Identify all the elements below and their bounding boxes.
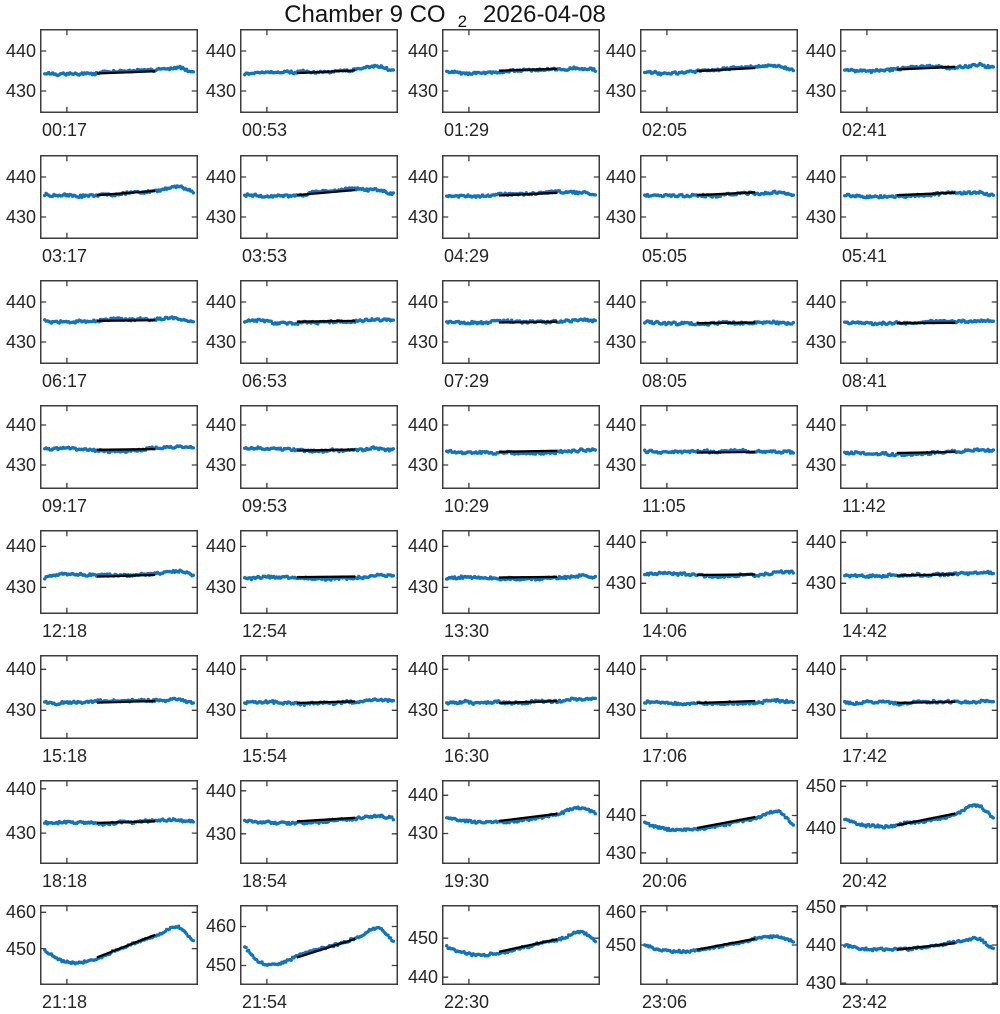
y-tick-label: 450 bbox=[5, 938, 36, 959]
figure-title bbox=[0, 1, 945, 32]
y-tick-label: 430 bbox=[5, 577, 36, 598]
time-label: 08:05 bbox=[642, 371, 688, 391]
y-tick-label: 430 bbox=[5, 207, 36, 227]
panel-13-30 bbox=[407, 530, 600, 641]
y-tick-label: 440 bbox=[407, 415, 438, 435]
panel-15-54 bbox=[205, 655, 398, 766]
y-tick-label: 430 bbox=[605, 455, 636, 475]
y-tick-label: 430 bbox=[805, 81, 836, 101]
plot-area bbox=[240, 280, 398, 364]
panel-00-17 bbox=[5, 29, 198, 140]
time-label: 18:18 bbox=[42, 871, 88, 891]
plot-box bbox=[841, 906, 998, 985]
panel-20-06 bbox=[605, 780, 798, 891]
plot-box bbox=[41, 906, 198, 985]
panel-08-41 bbox=[805, 280, 998, 391]
time-label: 23:42 bbox=[842, 992, 888, 1012]
plot-box bbox=[443, 406, 600, 489]
y-tick-label: 430 bbox=[407, 332, 438, 352]
plot-area bbox=[640, 905, 798, 985]
time-label: 05:41 bbox=[842, 246, 888, 266]
time-label: 22:30 bbox=[444, 992, 490, 1012]
plot-area bbox=[640, 29, 798, 113]
trend-line bbox=[697, 574, 755, 575]
y-tick-label: 440 bbox=[605, 532, 636, 553]
y-tick-label: 430 bbox=[605, 207, 636, 227]
y-tick-label: 440 bbox=[805, 532, 836, 553]
panel-16-30 bbox=[407, 655, 600, 766]
trend-line bbox=[897, 702, 955, 703]
time-label: 21:18 bbox=[42, 992, 88, 1012]
panel-02-41 bbox=[805, 29, 998, 140]
y-tick-label: 430 bbox=[407, 455, 438, 475]
time-label: 09:17 bbox=[42, 496, 88, 516]
y-tick-label: 440 bbox=[407, 292, 438, 312]
tick-marks bbox=[443, 906, 599, 984]
time-label: 14:42 bbox=[842, 621, 888, 641]
plot-area bbox=[240, 780, 398, 864]
panel-21-18 bbox=[5, 902, 198, 1012]
y-tick-label: 440 bbox=[605, 292, 636, 312]
trend-line bbox=[499, 939, 557, 952]
y-tick-label: 440 bbox=[205, 536, 236, 557]
scatter-series bbox=[445, 930, 597, 958]
y-tick-label: 440 bbox=[805, 292, 836, 312]
y-tick-label: 430 bbox=[205, 207, 236, 227]
time-label: 05:05 bbox=[642, 246, 688, 266]
y-tick-label: 440 bbox=[407, 785, 438, 806]
y-tick-label: 440 bbox=[805, 415, 836, 435]
scatter-series bbox=[843, 936, 995, 953]
panel-12-54 bbox=[205, 530, 398, 641]
panel-12-18 bbox=[5, 530, 198, 641]
y-tick-label: 440 bbox=[205, 415, 236, 435]
plot-area bbox=[640, 780, 798, 864]
panel-08-05 bbox=[605, 280, 798, 391]
y-tick-label: 430 bbox=[605, 81, 636, 101]
y-tick-label: 440 bbox=[5, 536, 36, 557]
time-label: 17:42 bbox=[842, 746, 888, 766]
y-tick-label: 430 bbox=[605, 332, 636, 352]
time-label: 03:17 bbox=[42, 246, 88, 266]
y-tick-label: 430 bbox=[407, 823, 438, 844]
y-tick-label: 460 bbox=[5, 902, 36, 923]
y-tick-label: 430 bbox=[407, 207, 438, 227]
panel-21-54 bbox=[205, 905, 398, 1012]
plot-area bbox=[40, 155, 198, 239]
plot-area bbox=[240, 155, 398, 239]
tick-marks bbox=[641, 656, 797, 738]
y-tick-label: 430 bbox=[407, 700, 438, 721]
scatter-series bbox=[445, 805, 597, 824]
trend-line bbox=[97, 701, 155, 703]
trend-line bbox=[297, 577, 355, 578]
panel-03-17 bbox=[5, 155, 198, 266]
y-tick-label: 450 bbox=[205, 955, 236, 976]
trend-line bbox=[499, 451, 557, 452]
y-tick-label: 430 bbox=[5, 700, 36, 721]
panel-14-06 bbox=[605, 530, 798, 641]
y-tick-label: 430 bbox=[605, 573, 636, 594]
y-tick-label: 440 bbox=[605, 805, 636, 826]
plot-area bbox=[840, 280, 998, 364]
scatter-series bbox=[43, 184, 195, 199]
trend-line bbox=[297, 939, 355, 958]
scatter-series bbox=[243, 926, 395, 967]
plot-area bbox=[442, 29, 600, 113]
y-tick-label: 450 bbox=[407, 928, 438, 949]
y-tick-label: 440 bbox=[5, 167, 36, 187]
y-tick-label: 430 bbox=[205, 823, 236, 844]
time-label: 20:42 bbox=[842, 871, 888, 891]
y-tick-label: 440 bbox=[407, 167, 438, 187]
y-tick-label: 430 bbox=[805, 573, 836, 594]
panel-02-05 bbox=[605, 29, 798, 140]
plot-box bbox=[841, 406, 998, 489]
time-label: 14:06 bbox=[642, 621, 688, 641]
y-tick-label: 430 bbox=[805, 332, 836, 352]
y-tick-label: 440 bbox=[407, 536, 438, 557]
panel-18-18 bbox=[5, 778, 198, 891]
plot-area bbox=[640, 530, 798, 614]
panel-11-05 bbox=[605, 405, 798, 516]
scatter-series bbox=[643, 934, 795, 954]
y-tick-label: 430 bbox=[805, 973, 836, 994]
plot-box bbox=[41, 156, 198, 239]
plot-area bbox=[840, 655, 998, 739]
y-tick-label: 440 bbox=[5, 659, 36, 680]
tick-marks bbox=[443, 406, 599, 488]
plot-area bbox=[40, 280, 198, 364]
scatter-series bbox=[643, 809, 795, 832]
time-label: 03:53 bbox=[242, 246, 288, 266]
y-tick-label: 440 bbox=[605, 167, 636, 187]
y-tick-label: 430 bbox=[805, 207, 836, 227]
y-tick-label: 440 bbox=[205, 41, 236, 61]
plot-box bbox=[241, 531, 398, 614]
panel-07-29 bbox=[407, 280, 600, 391]
time-label: 19:30 bbox=[444, 871, 490, 891]
y-tick-label: 440 bbox=[5, 41, 36, 61]
panel-14-42 bbox=[805, 530, 998, 641]
y-tick-label: 460 bbox=[205, 916, 236, 937]
plot-area bbox=[40, 29, 198, 113]
trend-line bbox=[499, 577, 557, 578]
trend-line bbox=[499, 322, 557, 323]
plot-area bbox=[40, 905, 198, 985]
tick-marks bbox=[841, 406, 997, 488]
plot-area bbox=[442, 530, 600, 614]
panel-03-53 bbox=[205, 155, 398, 266]
y-tick-label: 440 bbox=[805, 41, 836, 61]
panel-23-42 bbox=[805, 896, 998, 1012]
y-tick-label: 430 bbox=[5, 81, 36, 101]
plot-area bbox=[640, 155, 798, 239]
trend-line bbox=[97, 320, 155, 321]
plot-area bbox=[840, 780, 998, 864]
title-text: Chamber 9 CO bbox=[284, 1, 446, 28]
plot-area bbox=[442, 280, 600, 364]
time-label: 01:29 bbox=[444, 120, 490, 140]
plot-area bbox=[840, 530, 998, 614]
time-label: 04:29 bbox=[444, 246, 490, 266]
plot-area bbox=[240, 655, 398, 739]
time-label: 02:41 bbox=[842, 120, 888, 140]
panel-22-30 bbox=[407, 905, 600, 1012]
y-tick-label: 440 bbox=[407, 41, 438, 61]
scatter-series bbox=[243, 64, 395, 77]
trend-line bbox=[697, 452, 755, 453]
plot-area bbox=[40, 530, 198, 614]
panel-23-06 bbox=[605, 901, 798, 1012]
panel-00-53 bbox=[205, 29, 398, 140]
plot-box bbox=[841, 656, 998, 739]
plot-area bbox=[40, 405, 198, 489]
panel-11-42 bbox=[805, 405, 998, 516]
y-tick-label: 440 bbox=[805, 818, 836, 839]
y-tick-label: 430 bbox=[407, 81, 438, 101]
plot-area bbox=[640, 280, 798, 364]
y-tick-label: 440 bbox=[805, 659, 836, 680]
trend-line bbox=[897, 452, 955, 453]
y-tick-label: 430 bbox=[5, 332, 36, 352]
plot-area bbox=[840, 405, 998, 489]
y-tick-label: 430 bbox=[605, 842, 636, 863]
plot-area bbox=[442, 655, 600, 739]
panel-05-05 bbox=[605, 155, 798, 266]
y-tick-label: 440 bbox=[605, 659, 636, 680]
plot-area bbox=[240, 905, 398, 985]
tick-marks bbox=[641, 406, 797, 488]
panel-06-53 bbox=[205, 280, 398, 391]
tick-marks bbox=[641, 781, 797, 863]
plot-box bbox=[241, 906, 398, 985]
plot-area bbox=[40, 655, 198, 739]
panel-05-41 bbox=[805, 155, 998, 266]
trend-line bbox=[697, 939, 755, 950]
trend-line bbox=[97, 821, 155, 823]
y-tick-label: 450 bbox=[605, 935, 636, 955]
plot-box bbox=[241, 656, 398, 739]
plot-area bbox=[442, 405, 600, 489]
trend-line bbox=[297, 321, 355, 322]
time-label: 18:54 bbox=[242, 871, 288, 891]
y-tick-label: 430 bbox=[5, 823, 36, 844]
y-tick-label: 440 bbox=[605, 415, 636, 435]
title-subscript: 2 bbox=[457, 12, 468, 31]
y-tick-label: 440 bbox=[5, 292, 36, 312]
plot-area bbox=[240, 29, 398, 113]
plot-area bbox=[840, 29, 998, 113]
scatter-series bbox=[43, 65, 195, 77]
y-tick-label: 440 bbox=[5, 778, 36, 799]
tick-marks bbox=[41, 156, 197, 238]
scatter-series bbox=[43, 569, 195, 581]
plot-area bbox=[640, 405, 798, 489]
time-label: 09:53 bbox=[242, 496, 288, 516]
y-tick-label: 430 bbox=[605, 700, 636, 721]
time-label: 10:29 bbox=[444, 496, 490, 516]
time-label: 11:05 bbox=[642, 496, 686, 516]
plot-area bbox=[240, 530, 398, 614]
panel-01-29 bbox=[407, 29, 600, 140]
panel-18-54 bbox=[205, 780, 398, 891]
time-label: 12:18 bbox=[42, 621, 88, 641]
time-label: 20:06 bbox=[642, 871, 688, 891]
trend-line bbox=[97, 449, 155, 450]
plot-area bbox=[40, 780, 198, 864]
trend-line bbox=[897, 574, 955, 575]
trend-line bbox=[697, 323, 755, 324]
panel-10-29 bbox=[407, 405, 600, 516]
time-label: 23:06 bbox=[642, 992, 688, 1012]
tick-marks bbox=[241, 906, 397, 984]
y-tick-label: 440 bbox=[805, 167, 836, 187]
trend-line bbox=[297, 450, 355, 451]
y-tick-label: 440 bbox=[407, 659, 438, 680]
y-tick-label: 440 bbox=[205, 659, 236, 680]
y-tick-label: 440 bbox=[5, 415, 36, 435]
time-label: 12:54 bbox=[242, 621, 288, 641]
panel-17-06 bbox=[605, 655, 798, 766]
time-label: 11:42 bbox=[842, 496, 886, 516]
time-label: 13:30 bbox=[444, 621, 490, 641]
y-tick-label: 430 bbox=[205, 332, 236, 352]
tick-marks bbox=[841, 906, 997, 984]
time-label: 02:05 bbox=[642, 120, 688, 140]
trend-line bbox=[97, 935, 155, 958]
time-label: 16:30 bbox=[444, 746, 490, 766]
tick-marks bbox=[841, 656, 997, 738]
y-tick-label: 430 bbox=[205, 455, 236, 475]
y-tick-label: 430 bbox=[805, 700, 836, 721]
time-label: 06:53 bbox=[242, 371, 288, 391]
time-label: 21:54 bbox=[242, 992, 288, 1012]
panel-09-53 bbox=[205, 405, 398, 516]
plot-box bbox=[443, 531, 600, 614]
panel-04-29 bbox=[407, 155, 600, 266]
y-tick-label: 460 bbox=[605, 901, 636, 922]
y-tick-label: 440 bbox=[605, 41, 636, 61]
panel-06-17 bbox=[5, 280, 198, 391]
scatter-series bbox=[843, 803, 995, 830]
plot-box bbox=[641, 656, 798, 739]
y-tick-label: 430 bbox=[205, 577, 236, 598]
time-label: 07:29 bbox=[444, 371, 490, 391]
tick-marks bbox=[41, 906, 197, 984]
y-tick-label: 440 bbox=[805, 935, 836, 955]
panel-15-18 bbox=[5, 655, 198, 766]
y-tick-label: 440 bbox=[407, 967, 438, 988]
plot-box bbox=[641, 781, 798, 864]
panel-20-42 bbox=[805, 776, 998, 891]
time-label: 00:17 bbox=[42, 120, 88, 140]
plot-area bbox=[240, 405, 398, 489]
time-label: 08:41 bbox=[842, 371, 888, 391]
plot-area bbox=[840, 905, 998, 985]
y-tick-label: 430 bbox=[805, 455, 836, 475]
panel-09-17 bbox=[5, 405, 198, 516]
plot-box bbox=[443, 906, 600, 985]
time-label: 15:18 bbox=[42, 746, 88, 766]
y-tick-label: 450 bbox=[805, 776, 836, 797]
scatter-series bbox=[43, 925, 195, 966]
plot-box bbox=[443, 656, 600, 739]
time-label: 06:17 bbox=[42, 371, 88, 391]
y-tick-label: 430 bbox=[205, 81, 236, 101]
trend-line bbox=[297, 701, 355, 703]
plot-area bbox=[442, 155, 600, 239]
plot-box bbox=[641, 406, 798, 489]
y-tick-label: 430 bbox=[205, 700, 236, 721]
time-label: 17:06 bbox=[642, 746, 688, 766]
plot-area bbox=[840, 155, 998, 239]
time-label: 15:54 bbox=[242, 746, 288, 766]
tick-marks bbox=[443, 531, 599, 613]
y-tick-label: 440 bbox=[205, 780, 236, 801]
plot-area bbox=[442, 780, 600, 864]
panel-17-42 bbox=[805, 655, 998, 766]
panel-19-30 bbox=[407, 780, 600, 891]
title-date: 2026-04-08 bbox=[483, 1, 606, 28]
tick-marks bbox=[241, 531, 397, 613]
tick-marks bbox=[443, 656, 599, 738]
y-tick-label: 450 bbox=[805, 896, 836, 917]
tick-marks bbox=[241, 656, 397, 738]
y-tick-label: 430 bbox=[407, 577, 438, 598]
y-tick-label: 430 bbox=[5, 455, 36, 475]
plot-area bbox=[640, 655, 798, 739]
y-tick-label: 440 bbox=[205, 292, 236, 312]
time-label: 00:53 bbox=[242, 120, 288, 140]
plot-area bbox=[442, 905, 600, 985]
y-tick-label: 440 bbox=[205, 167, 236, 187]
